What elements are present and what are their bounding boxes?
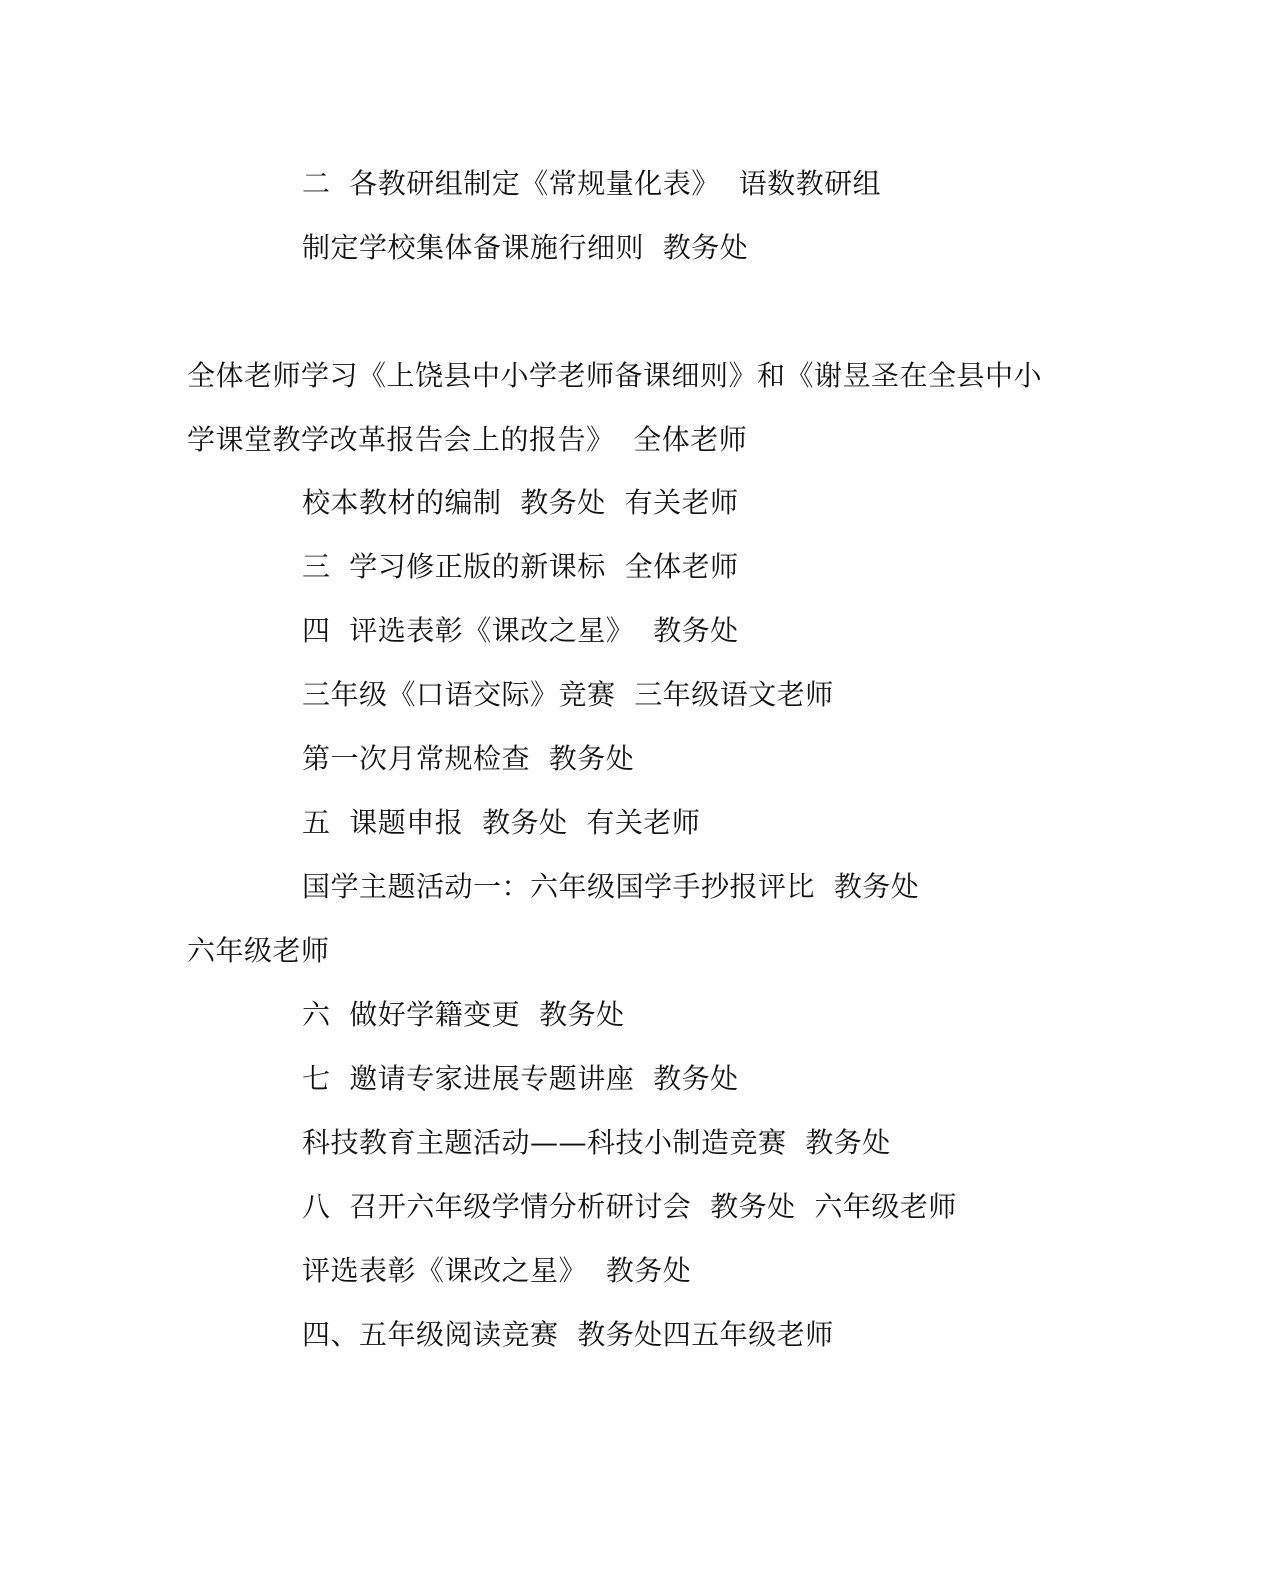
text-line: 全体老师学习《上饶县中小学老师备课细则》和《谢昱圣在全县中小 [187, 359, 1043, 392]
text-line: 六 做好学籍变更 教务处 [302, 998, 625, 1031]
text-line: 国学主题活动一：六年级国学手抄报评比 教务处 [302, 870, 920, 903]
text-line: 制定学校集体备课施行细则 教务处 [302, 231, 749, 264]
text-line: 校本教材的编制 教务处 有关老师 [302, 486, 739, 519]
text-line: 科技教育主题活动——科技小制造竞赛 教务处 [302, 1126, 891, 1159]
text-line: 第一次月常规检查 教务处 [302, 742, 635, 775]
text-line: 评选表彰《课改之星》 教务处 [302, 1254, 692, 1287]
text-line: 八 召开六年级学情分析研讨会 教务处 六年级老师 [302, 1190, 957, 1223]
text-line: 二 各教研组制定《常规量化表》 语数教研组 [302, 167, 882, 200]
text-line: 学课堂教学改革报告会上的报告》 全体老师 [187, 423, 748, 456]
text-line: 七 邀请专家进展专题讲座 教务处 [302, 1062, 739, 1095]
text-line: 六年级老师 [187, 934, 330, 967]
text-line: 三年级《口语交际》竞赛 三年级语文老师 [302, 678, 834, 711]
text-line: 五 课题申报 教务处 有关老师 [302, 806, 701, 839]
text-line: 四 评选表彰《课改之星》 教务处 [302, 614, 739, 647]
text-line: 三 学习修正版的新课标 全体老师 [302, 550, 739, 583]
text-line: 四、五年级阅读竞赛 教务处四五年级老师 [302, 1318, 834, 1351]
